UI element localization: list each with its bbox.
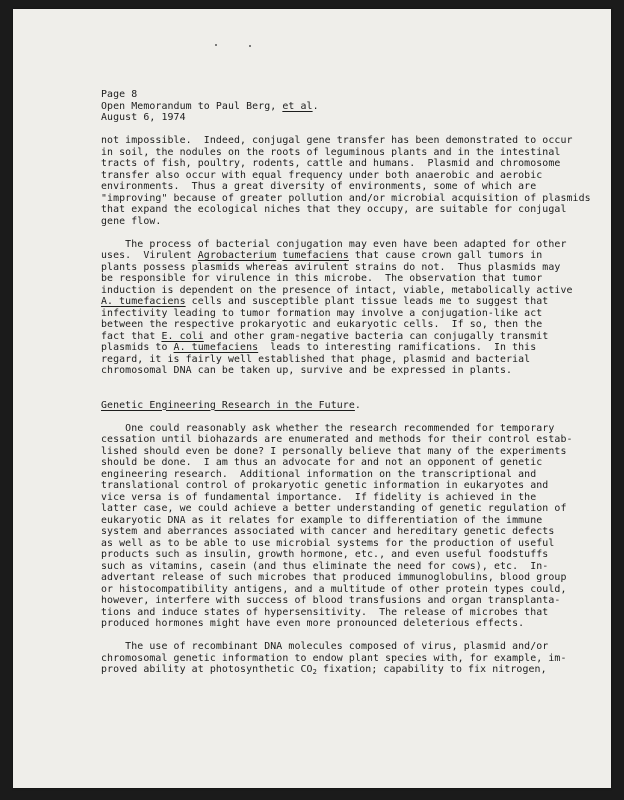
memo-body (101, 89, 591, 676)
p3-line: system and aberrances associated with cancer and hereditary genetic defects (101, 526, 555, 537)
section-heading (101, 400, 591, 412)
p3-line: as well as to be able to use microbial systems for the production of useful (101, 537, 555, 549)
p2-line: chromosomal DNA can be taken up, survive and be expressed in plants. (101, 365, 513, 376)
p1-line: tracts of fish, poultry, rodents, cattle and humans. Plasmid and chromosome (101, 158, 561, 169)
p3-line: advertant release of such microbes that produced immunoglobulins, blood group (101, 572, 567, 583)
p2-species: tumefaciens (282, 250, 349, 261)
p4-line: chromosomal genetic information to endow plant species with, for example, im- (101, 652, 567, 664)
p4-text: proved ability at photosynthetic CO (101, 664, 313, 675)
p1-line: environments. Thus a great diversity of environments, some of which are (101, 181, 537, 192)
p3-line: vice versa is of fundamental importance. If fidelity is achieved in the (101, 491, 537, 503)
p4-line: The use of recombinant DNA molecules composed of virus, plasmid and/or (101, 641, 549, 652)
p4-text: fixation; capability to fix nitrogen, (316, 664, 547, 675)
p3-line: translational control of prokaryotic genetic information in eukaryotes and (101, 480, 549, 491)
page-number: Page 8 (101, 89, 138, 100)
p3-line: or histocompatibility antigens, and a multitude of other protein types could, (101, 583, 567, 595)
section-heading-period: . (354, 399, 361, 411)
p2-text: cells and susceptible plant tissue leads me to suggest that (185, 296, 549, 307)
p3-line: eukaryotic DNA as it relates for example to differentiation of the immune (101, 514, 543, 526)
p1-line: transfer also occur with equal frequency under both anaerobic and aerobic (101, 169, 543, 181)
p3-line: engineering research. Additional information on the transcriptional and (101, 468, 537, 480)
p2-line: be responsible for virulence in this microbe. The observation that tumor (101, 273, 543, 284)
p2-line: between the respective prokaryotic and eukaryotic cells. If so, then the (101, 319, 543, 330)
p2-species: A. tumefaciens (101, 296, 186, 307)
p2-species: E. coli (161, 330, 204, 342)
p2-line (101, 331, 591, 343)
memo-title-text: Open Memorandum to Paul Berg, (101, 100, 283, 112)
p1-line: in soil, the nodules on the roots of leguminous plants and in the intestinal (101, 146, 561, 158)
p1-line: "improving" because of greater pollution and/or microbial acquisition of plasmids (101, 192, 591, 204)
p2-line (101, 250, 591, 262)
p2-line: regard, it is fairly well established that phage, plasmid and bacterial (101, 353, 531, 365)
p3-line: such as vitamins, casein (and thus eliminate the need for cows), etc. In- (101, 560, 549, 572)
p3-line: lished should even be done? I personally believe that many of the experiments (101, 445, 567, 457)
p2-line (101, 342, 591, 354)
memo-title (101, 101, 591, 113)
p2-text: and other gram-negative bacteria can conjugally transmit (203, 330, 549, 342)
p2-text: fact that (101, 330, 162, 342)
p3-line: tions and induce states of hypersensitivity. The release of microbes that (101, 606, 549, 618)
p2-genus: Agrobacterium (197, 250, 277, 261)
p2-line: induction is dependent on the presence of intact, viable, metabolically active (101, 284, 573, 296)
p2-line: The process of bacterial conjugation may even have been adapted for other (101, 238, 567, 250)
p2-species: A. tumefaciens (173, 342, 259, 353)
paper-specks (211, 42, 271, 48)
memo-title-etal: et al (282, 100, 313, 112)
p3-line: produced hormones might have even more pronounced deleterious effects. (101, 618, 525, 629)
p2-text: leads to interesting ramifications. In this (258, 342, 537, 353)
co2-subscript: 2 (312, 668, 317, 676)
p1-line: that expand the ecological niches that they occupy, are suitable for conjugal (101, 204, 567, 215)
p2-line (101, 296, 591, 308)
section-heading-text: Genetic Engineering Research in the Future (101, 399, 355, 411)
p2-line: infectivity leading to tumor formation may involve a conjugation-like act (101, 307, 543, 319)
p4-line (101, 664, 591, 676)
p3-line: should be done. I am thus an advocate for and not an opponent of genetic (101, 457, 543, 468)
p3-line: products such as insulin, growth hormone, etc., and even useful foodstuffs (101, 549, 549, 560)
p3-line: however, interfere with success of blood transfusions and organ transplanta- (101, 595, 561, 606)
speck (249, 45, 251, 47)
p3-line: One could reasonably ask whether the research recommended for temporary (101, 422, 555, 434)
document-page (13, 9, 611, 788)
p3-line: latter case, we could achieve a better understanding of genetic regulation of (101, 503, 567, 514)
p1-line: not impossible. Indeed, conjugal gene transfer has been demonstrated to occur (101, 135, 573, 146)
p2-text: that cause crown gall tumors in (348, 250, 543, 261)
memo-date: August 6, 1974 (101, 112, 186, 123)
p2-text: uses. Virulent (101, 250, 198, 261)
p3-line: cessation until biohazards are enumerated and methods for their control estab- (101, 434, 573, 445)
memo-title-period: . (312, 100, 319, 112)
p1-line: gene flow. (101, 215, 162, 227)
speck (215, 44, 217, 46)
p2-line: plants possess plasmids whereas avirulent strains do not. Thus plasmids may (101, 261, 561, 273)
p2-text: plasmids to (101, 342, 174, 353)
